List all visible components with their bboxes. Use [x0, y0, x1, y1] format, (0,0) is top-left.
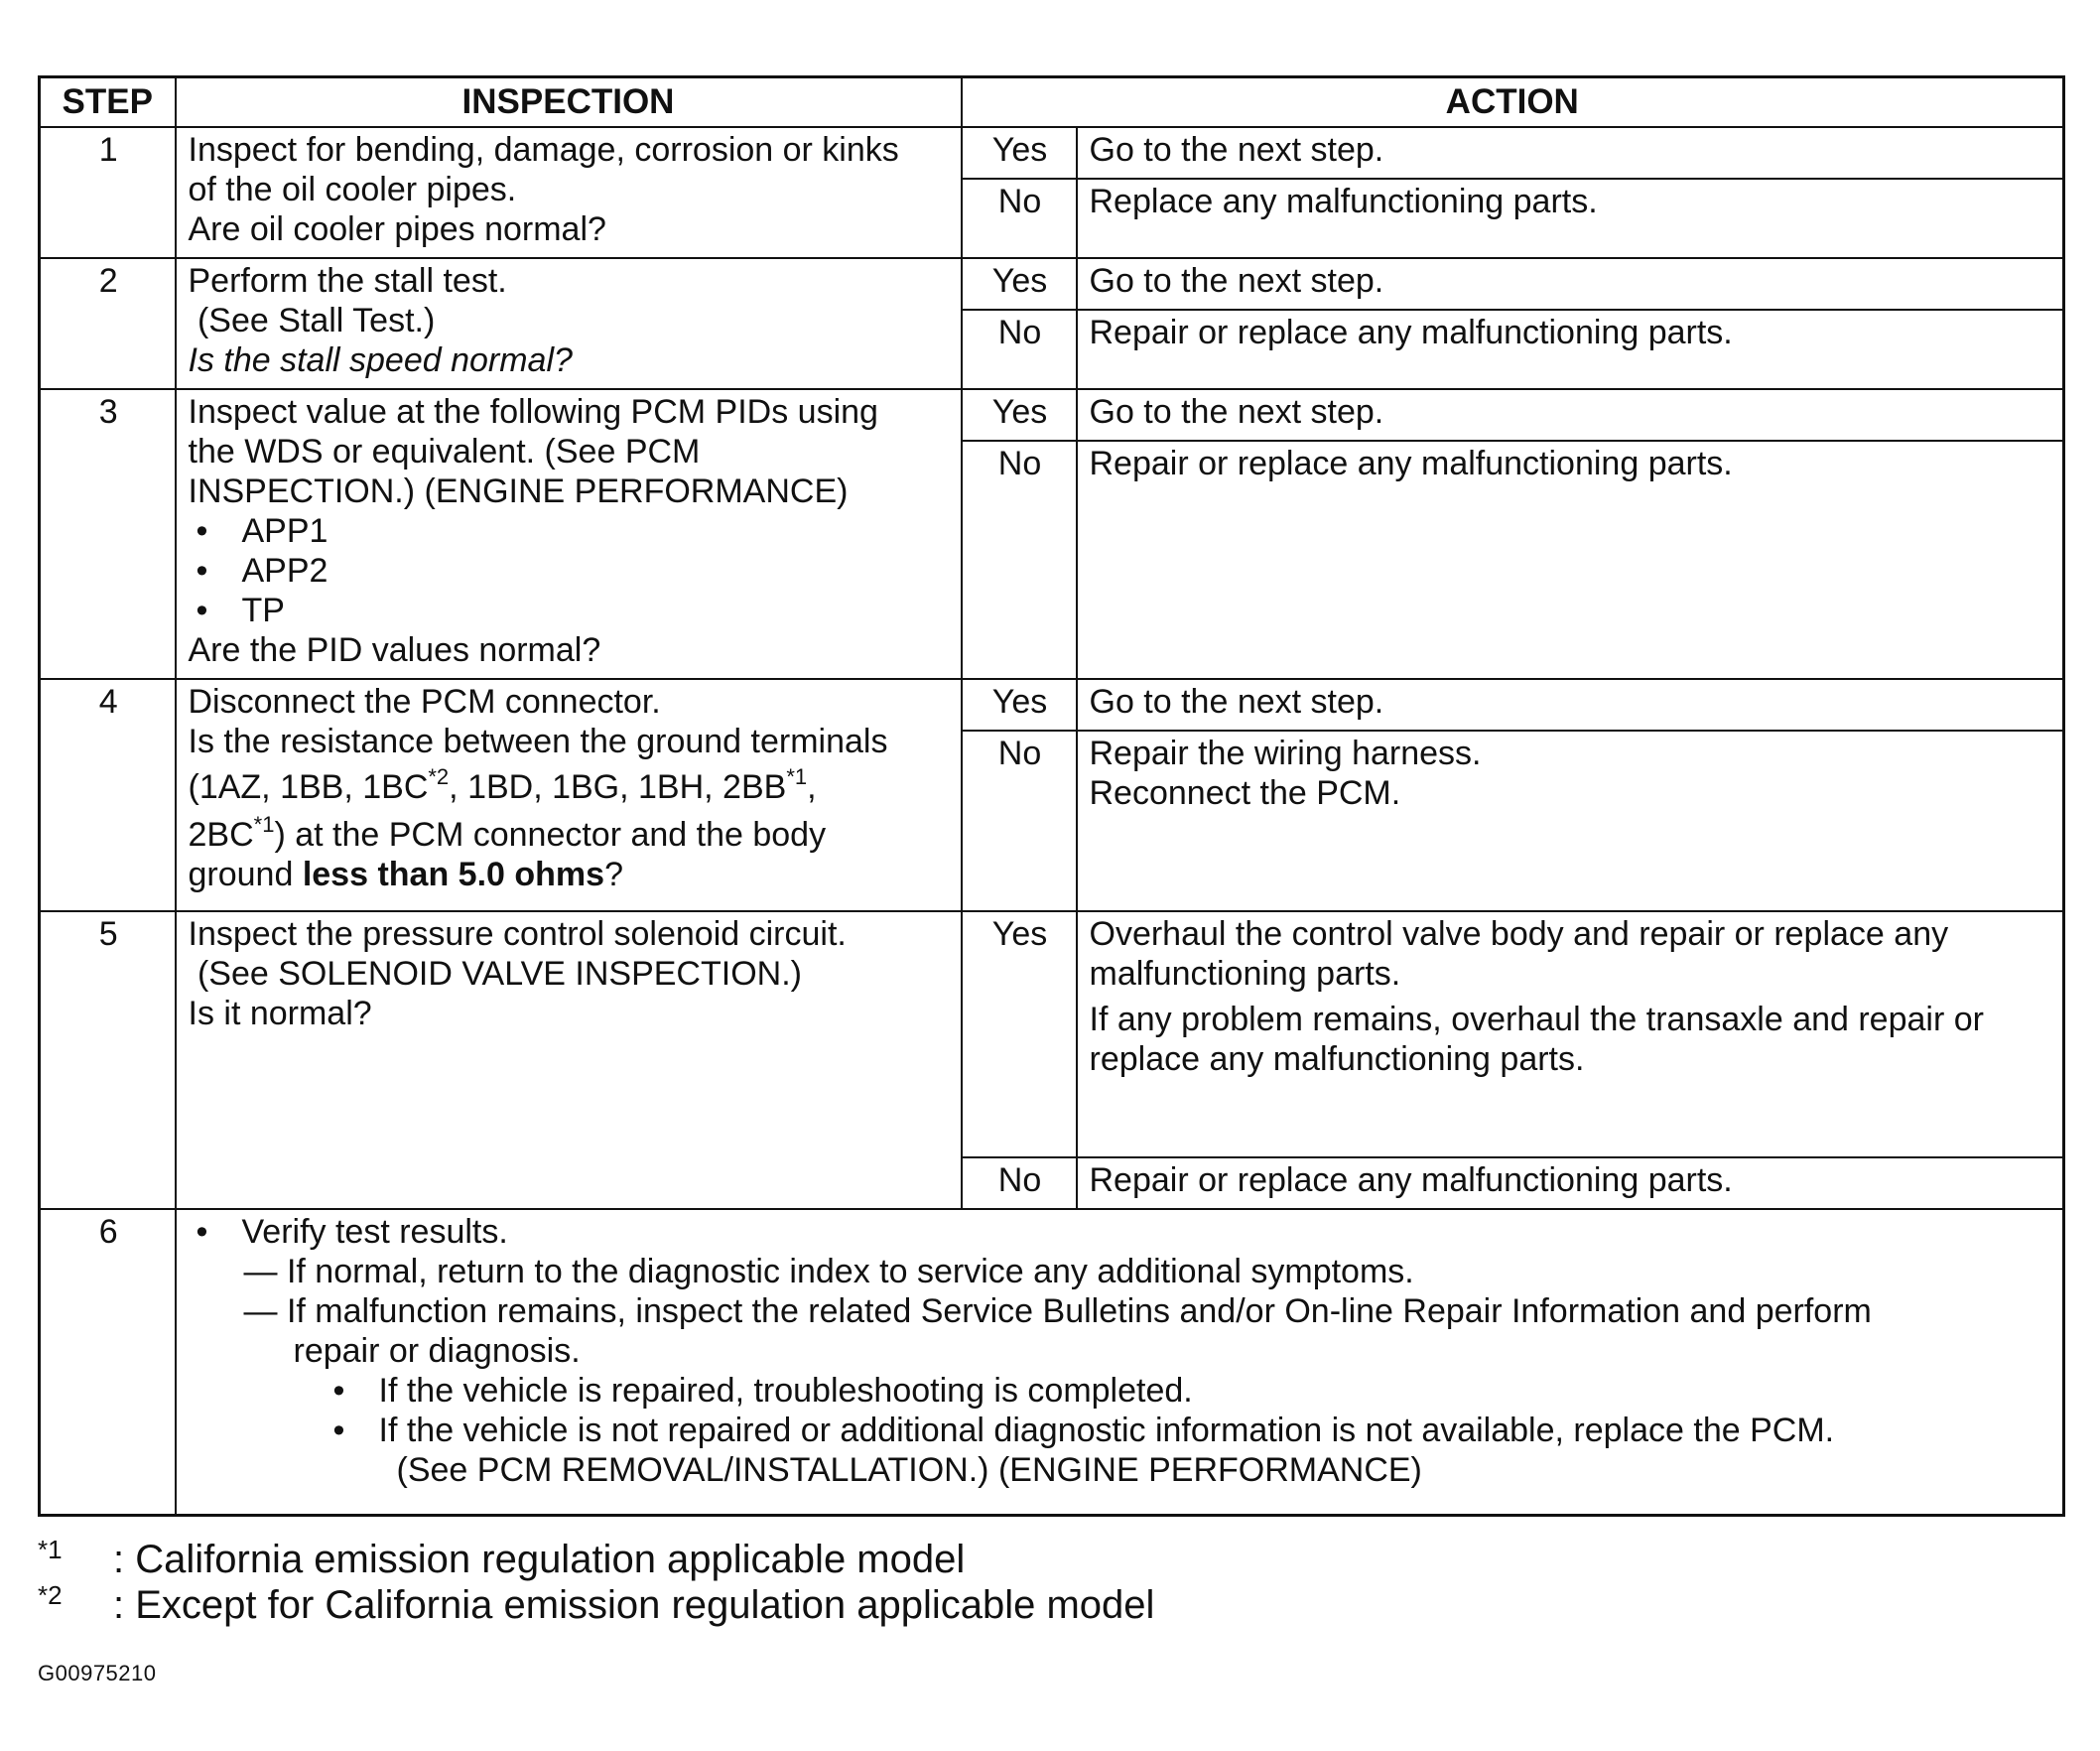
verify-cell [176, 1209, 2064, 1516]
figure-code: G00975210 [38, 1661, 157, 1685]
inspection-line [188, 763, 951, 807]
no-action: Replace any malfunctioning parts. [1077, 179, 2064, 258]
inspection-question: Are the PID values normal? [188, 630, 601, 669]
question-text: ? [604, 855, 623, 893]
footnote-2 [38, 1582, 1154, 1628]
inspection-cell [176, 389, 962, 679]
action-line: replace any malfunctioning parts. [1089, 1039, 1585, 1078]
no-label: No [962, 731, 1077, 911]
inspection-cell [176, 127, 962, 258]
step-4-yes-row [40, 679, 2064, 731]
action-line: Reconnect the PCM. [1089, 773, 1401, 812]
yes-action: Go to the next step. [1077, 389, 2064, 441]
footnote-ref: *2 [428, 763, 450, 789]
footnote-text: : Except for California emission regulation applicable model [113, 1583, 1155, 1627]
inspection-question: Is it normal? [188, 994, 372, 1032]
inspection-cell [176, 911, 962, 1209]
inspection-cell [176, 679, 962, 911]
footnote-mark [38, 1537, 113, 1582]
no-action: Repair or replace any malfunctioning parts. [1077, 441, 2064, 679]
footnote-mark-text: *1 [38, 1535, 63, 1564]
inspection-line [188, 811, 951, 855]
footnote-mark [38, 1582, 113, 1628]
no-action: Repair or replace any malfunctioning parts. [1077, 310, 2064, 389]
verify-normal-line: — If normal, return to the diagnostic index to service any additional symptoms. [243, 1252, 1414, 1290]
repaired-bullet: • If the vehicle is repaired, troubleshooting is completed. [189, 1371, 2053, 1411]
no-label: No [962, 441, 1077, 679]
inspection-question: Is the stall speed normal? [188, 340, 573, 379]
no-label: No [962, 179, 1077, 258]
verify-bullet: • Verify test results. [189, 1212, 2053, 1252]
inspection-line: Disconnect the PCM connector. [188, 682, 661, 721]
terminal-text: , 1BD, 1BG, 1BH, 2BB [449, 767, 787, 806]
header-inspection: INSPECTION [176, 77, 962, 127]
pid-item: • TP [197, 591, 951, 630]
terminal-text: ) at the PCM connector and the body [274, 815, 827, 854]
pid-item: • APP2 [197, 551, 951, 591]
inspection-question [189, 855, 951, 894]
inspection-line: Is the resistance between the ground terminals [188, 722, 888, 760]
inspection-question: Are oil cooler pipes normal? [188, 209, 606, 248]
verify-malfunction-line: — If malfunction remains, inspect the related Service Bulletins and/or On-line Repair Information and perform [243, 1291, 1872, 1330]
inspection-ref: INSPECTION.) [188, 471, 416, 510]
footnote-mark-text: *2 [38, 1580, 63, 1610]
step-3-yes-row [40, 389, 2064, 441]
step-number: 4 [40, 679, 176, 911]
pid-list [189, 511, 951, 630]
yes-action [1077, 911, 2064, 1157]
header-row [40, 77, 2064, 127]
section-ref: (ENGINE PERFORMANCE) [997, 1450, 1422, 1489]
no-label: No [962, 1157, 1077, 1209]
step-number: 3 [40, 389, 176, 679]
removal-ref [189, 1450, 2053, 1490]
inspection-line: Perform the stall test. [188, 261, 507, 300]
footnotes [38, 1537, 1154, 1628]
verify-malfunction-cont: repair or diagnosis. [293, 1331, 581, 1370]
inspection-line: Inspect value at the following PCM PIDs using [188, 392, 878, 431]
step-5-yes-row [40, 911, 2064, 1157]
inspection-line [189, 471, 951, 511]
step-number: 2 [40, 258, 176, 389]
step-2-yes-row [40, 258, 2064, 310]
footnote-1 [38, 1537, 1154, 1582]
yes-label: Yes [962, 679, 1077, 731]
step-number: 6 [40, 1209, 176, 1516]
yes-action: Go to the next step. [1077, 127, 2064, 179]
step-6-row [40, 1209, 2064, 1516]
footnote-text: : California emission regulation applicable model [113, 1538, 966, 1581]
terminal-text: 2BC [188, 815, 254, 854]
question-text: ground [188, 855, 303, 893]
header-step: STEP [40, 77, 176, 127]
yes-action: Go to the next step. [1077, 258, 2064, 310]
inspection-line: Inspect the pressure control solenoid circuit. [188, 914, 847, 953]
inspection-cell [176, 258, 962, 389]
inspection-line: (See SOLENOID VALVE INSPECTION.) [188, 954, 802, 993]
no-label: No [962, 310, 1077, 389]
step-number: 1 [40, 127, 176, 258]
section-ref: (ENGINE PERFORMANCE) [424, 471, 849, 510]
removal-ref-text: (See PCM REMOVAL/INSTALLATION.) [396, 1450, 989, 1489]
yes-label: Yes [962, 389, 1077, 441]
footnote-ref: *1 [786, 763, 808, 789]
no-action: Repair or replace any malfunctioning parts. [1077, 1157, 2064, 1209]
action-line: If any problem remains, overhaul the transaxle and repair or [1089, 1000, 1984, 1038]
terminal-text: (1AZ, 1BB, 1BC [188, 767, 429, 806]
not-repaired-bullet: • If the vehicle is not repaired or additional diagnostic information is not available, replace the PCM. [189, 1411, 2053, 1450]
action-line: Repair the wiring harness. [1089, 734, 1482, 772]
header-action: ACTION [962, 77, 2064, 127]
inspection-line: of the oil cooler pipes. [188, 170, 517, 208]
no-action [1077, 731, 2064, 911]
inspection-line: (See Stall Test.) [188, 301, 436, 339]
terminal-text: , [807, 767, 817, 806]
yes-label: Yes [962, 127, 1077, 179]
inspection-line: the WDS or equivalent. (See PCM [188, 432, 701, 471]
yes-label: Yes [962, 258, 1077, 310]
pid-item: • APP1 [197, 511, 951, 551]
step-number: 5 [40, 911, 176, 1209]
resistance-spec: less than 5.0 ohms [302, 855, 605, 893]
inspection-line: Inspect for bending, damage, corrosion or kinks [188, 130, 899, 169]
footnote-ref: *1 [253, 811, 275, 837]
diagnostic-table [38, 75, 2065, 1517]
action-line: Overhaul the control valve body and repair or replace any [1089, 914, 1949, 953]
action-line: malfunctioning parts. [1089, 954, 1401, 993]
yes-label: Yes [962, 911, 1077, 1157]
yes-action: Go to the next step. [1077, 679, 2064, 731]
step-1-yes-row [40, 127, 2064, 179]
